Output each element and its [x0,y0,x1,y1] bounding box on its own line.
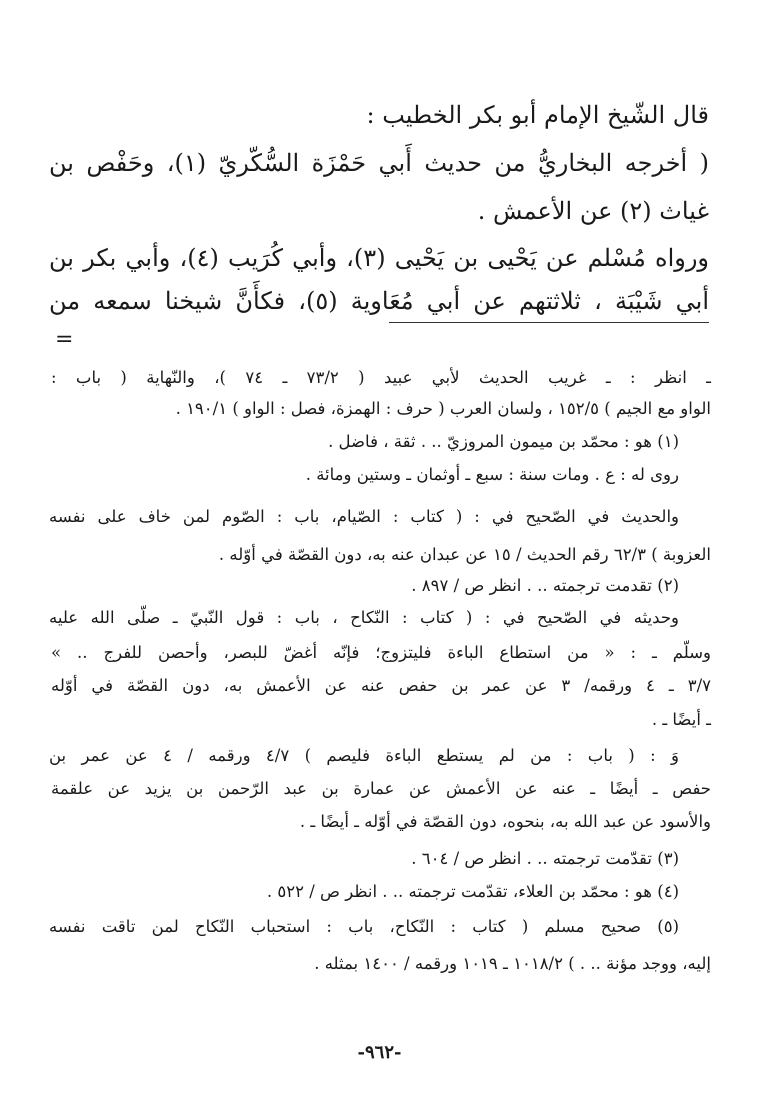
continuation-mark: = [55,327,74,352]
footnote-line-6: العزوبة ) ٦٢/٣ رقم الحديث / ١٥ عن عبدان عنه به، دون القصّة في أوّله . [218,545,711,564]
footnote-line-18: إليه، ووجد مؤنة .. . ) ١٠١٨/٢ ـ ١٠١٩ ورقمه / ١٤٠٠ بمثله . [314,954,711,973]
footnote-line-11: ـ أيضًا ـ . [651,710,711,729]
footnote-line-9: وسلّم ـ : « من استطاع الباءة فليتزوج؛ فإنّه أغضّ للبصر، وأحصن للفرج .. » [51,643,711,662]
footnote-line-8: وحديثه في الصّحيح في : ( كتاب : النّكاح ، باب : قول النّبيّ ـ صلّى الله عليه [49,608,679,627]
footnote-line-13: حفص ـ أيضًا ـ عنه عن الأعمش عن عمارة بن عبد الرّحمن بن يزيد عن علقمة [51,779,711,798]
main-text-line-1: قال الشّيخ الإمام أبو بكر الخطيب : [366,101,709,129]
main-text-line-5: أبي شَيْبَة ، ثلاثتهم عن أبي مُعَاوية (٥)، فكأَنَّ شيخنا سمعه من [49,287,709,315]
footnote-line-2: الواو مع الجيم ) ١٥٢/٥ ، ولسان العرب ( حرف : الهمزة، فصل : الواو ) ١٩٠/١ . [175,399,711,418]
footnote-line-4: روى له : ع . ومات سنة : سبع ـ أوثمان ـ وستين ومائة . [305,465,679,484]
main-text-line-3: غياث (٢) عن الأعمش . [477,197,709,225]
footnote-line-10: ٣/٧ ـ ٤ ورقمه/ ٣ عن عمر بن حفص عنه عن الأعمش به، دون القصّة في أوّله [51,676,711,695]
main-text-line-4: ورواه مُسْلم عن يَحْيى بن يَحْيى (٣)، وأبي كُرَيب (٤)، وأبي بكر بن [49,244,710,272]
footnote-separator-rule [389,322,709,323]
footnote-line-15: (٣) تقدّمت ترجمته .. . انظر ص / ٦٠٤ . [411,849,679,868]
footnote-line-14: والأسود عن عبد الله به، بنحوه، دون القصّة في أوّله ـ أيضًا ـ . [299,812,711,831]
footnote-line-17: (٥) صحيح مسلم ( كتاب : النّكاح، باب : استحباب النّكاح لمن تاقت نفسه [49,917,679,936]
page-number: -٩٦٢- [357,1042,402,1063]
footnote-line-12: وَ : ( باب : من لم يستطع الباءة فليصم ) ٤/٧ ورقمه / ٤ عن عمر بن [49,746,679,765]
main-text-line-2: ( أخرجه البخاريُّ من حديث أَبي حَمْزَة السُّكّريّ (١)، وحَفْص بن [49,149,709,177]
footnote-line-7: (٢) تقدمت ترجمته .. . انظر ص / ٨٩٧ . [411,576,679,595]
footnote-line-3: (١) هو : محمّد بن ميمون المروزيّ .. . ثقة ، فاضل . [328,432,679,451]
footnote-line-5: والحديث في الصّحيح في : ( كتاب : الصّيام، باب : الصّوم لمن خاف على نفسه [49,507,679,526]
footnote-line-1: ـ انظر : ـ غريب الحديث لأبي عبيد ( ٧٣/٢ ـ ٧٤ )، والنّهاية ( باب : [51,368,711,387]
footnote-line-16: (٤) هو : محمّد بن العلاء، تقدّمت ترجمته .. . انظر ص / ٥٢٢ . [266,882,679,901]
